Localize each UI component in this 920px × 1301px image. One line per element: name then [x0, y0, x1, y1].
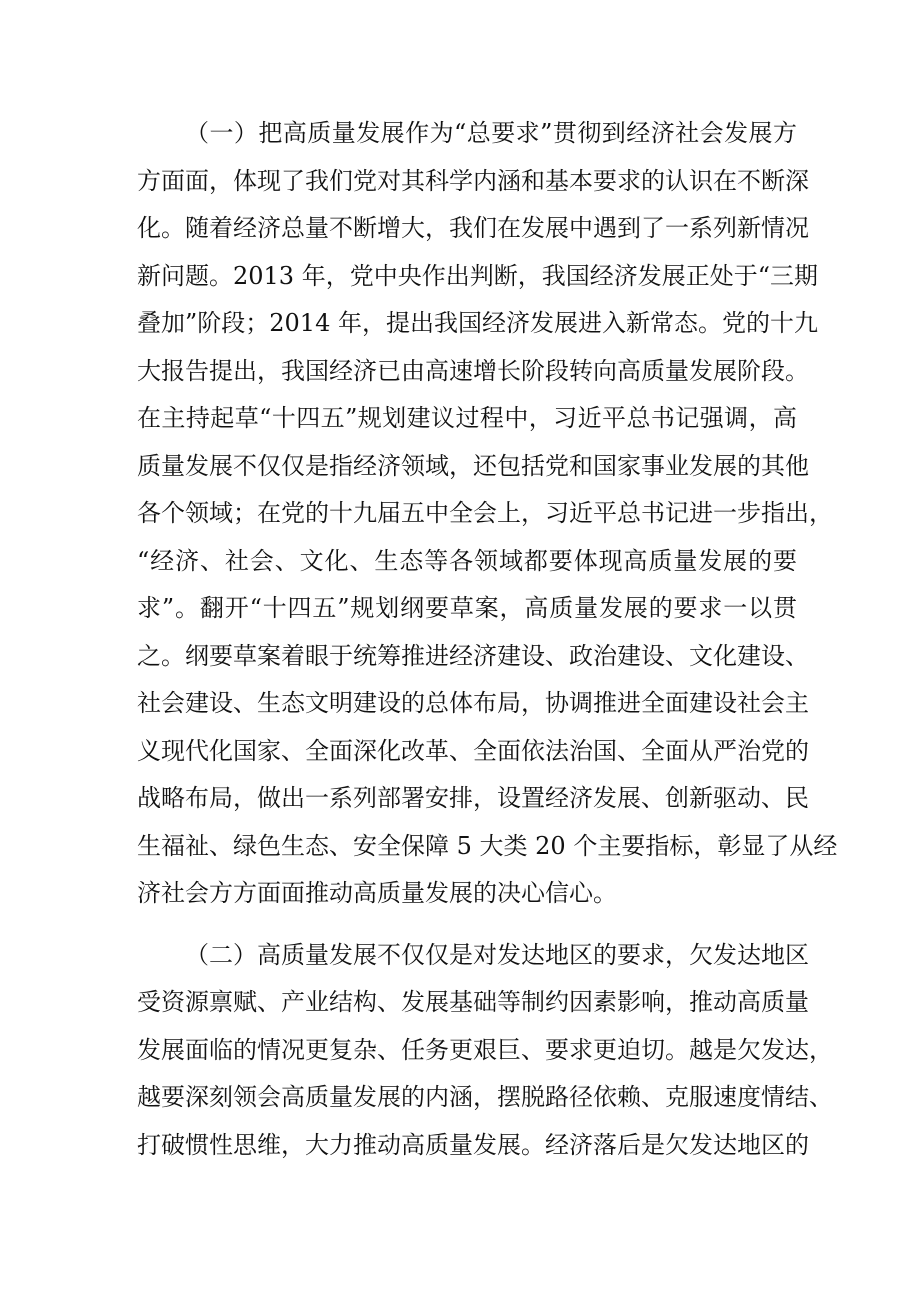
text-line: 济社会方方面面推动高质量发展的决心信心。	[137, 879, 617, 907]
text-line: 战略布局，做出一系列部署安排，设置经济发展、创新驱动、民	[137, 784, 809, 812]
text-line: 化。随着经济总量不断增大，我们在发展中遇到了一系列新情况	[137, 214, 809, 242]
text-line: 发展面临的情况更复杂、任务更艰巨、要求更迫切。越是欠发达，	[137, 1035, 833, 1064]
paragraph-spacer	[137, 918, 797, 932]
text-line: 义现代化国家、全面深化改革、全面依法治国、全面从严治党的	[137, 736, 809, 765]
text-line: （一）把高质量发展作为“总要求”贯彻到经济社会发展方	[185, 119, 797, 147]
text-line: 求”。翻开“十四五”规划纲要草案，高质量发展的要求一以贯	[137, 594, 797, 622]
text-line: 方面面，体现了我们党对其科学内涵和基本要求的认识在不断深	[137, 166, 809, 195]
paragraph-2	[137, 932, 833, 1170]
text-line: 越要深刻领会高质量发展的内涵，摆脱路径依赖、克服速度情结、	[137, 1083, 833, 1111]
document-body	[137, 110, 838, 1169]
text-line: 质量发展不仅仅是指经济领域，还包括党和国家事业发展的其他	[137, 451, 809, 480]
text-line: 大报告提出，我国经济已由高速增长阶段转向高质量发展阶段。	[137, 356, 809, 385]
text-line: 生福祉、绿色生态、安全保障 5 大类 20 个主要指标，彰显了从经	[137, 831, 838, 860]
text-line: 各个领域；在党的十九届五中全会上，习近平总书记进一步指出，	[137, 499, 833, 527]
text-line: （二）高质量发展不仅仅是对发达地区的要求，欠发达地区	[185, 940, 809, 969]
paragraph-1	[137, 110, 838, 918]
text-line: 叠加”阶段；2014 年，提出我国经济发展进入新常态。党的十九	[137, 309, 818, 337]
text-line: 之。纲要草案着眼于统筹推进经济建设、政治建设、文化建设、	[137, 641, 809, 670]
text-line: “经济、社会、文化、生态等各领域都要体现高质量发展的要	[137, 546, 797, 575]
text-line: 新问题。2013 年，党中央作出判断，我国经济发展正处于“三期	[137, 261, 818, 290]
text-line: 社会建设、生态文明建设的总体布局，协调推进全面建设社会主	[137, 689, 809, 717]
text-line: 打破惯性思维，大力推动高质量发展。经济落后是欠发达地区的	[137, 1130, 809, 1159]
text-line: 受资源禀赋、产业结构、发展基础等制约因素影响，推动高质量	[137, 988, 809, 1016]
text-line: 在主持起草“十四五”规划建议过程中，习近平总书记强调，高	[137, 404, 797, 432]
